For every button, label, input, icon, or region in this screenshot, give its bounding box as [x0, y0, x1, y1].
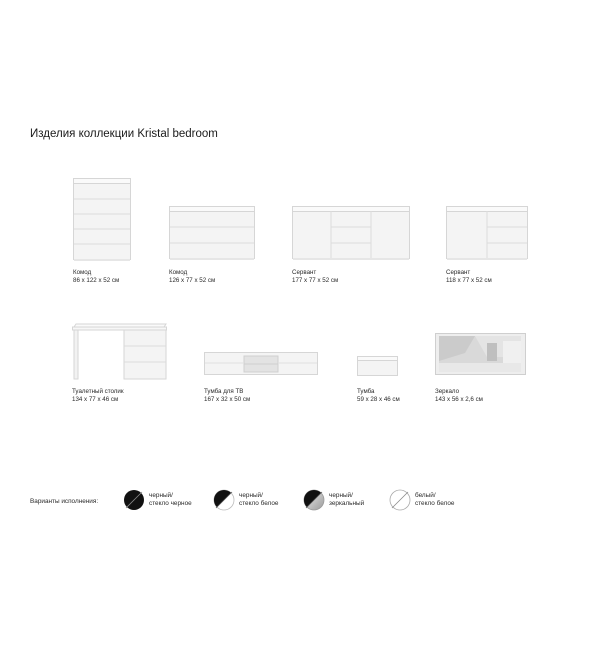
product-dims: 134 x 77 x 46 см: [72, 396, 119, 404]
product-caption: [292, 269, 338, 286]
product-name: Тумба: [357, 388, 375, 395]
black-black-swatch-icon: [123, 489, 145, 511]
product-name: Комод: [73, 269, 92, 276]
product-caption: [435, 388, 483, 405]
product-name: Сервант: [446, 269, 471, 276]
product-dims: 177 x 77 x 52 см: [292, 277, 339, 285]
black-white-swatch-icon: [213, 489, 235, 511]
black-mirror-swatch-icon: [303, 489, 325, 511]
product-caption: [73, 269, 119, 286]
variant-line2: зеркальный: [329, 500, 365, 508]
white-white-swatch-icon: [389, 489, 411, 511]
product-name: Зеркало: [435, 388, 460, 395]
product-caption: [72, 388, 124, 405]
product-caption: [446, 269, 492, 286]
variant-line2: стекло черное: [149, 500, 192, 508]
chest-tall-image: [73, 178, 131, 263]
variant-line1: белый/: [415, 492, 436, 499]
product-dims: 59 x 28 x 46 см: [357, 396, 400, 404]
sideboard-small-image: [446, 206, 528, 262]
product-caption: [357, 388, 400, 405]
tv-stand-image: [204, 352, 318, 378]
product-dims: 143 x 56 x 2,6 см: [435, 396, 483, 404]
product-dims: 126 x 77 x 52 см: [169, 277, 216, 285]
variant-line1: черный/: [329, 492, 353, 499]
dressing-table-image: [72, 322, 168, 382]
variant-line1: черный/: [149, 492, 173, 499]
page-title: Изделия коллекции Kristal bedroom: [30, 128, 218, 140]
product-dims: 86 x 122 x 52 см: [73, 277, 120, 285]
variant-line2: стекло белое: [239, 500, 279, 508]
product-caption: [169, 269, 215, 286]
variant-line1: черный/: [239, 492, 263, 499]
variants-label: Варианты исполнения:: [30, 498, 99, 505]
product-name: Комод: [169, 269, 188, 276]
product-dims: 118 x 77 x 52 см: [446, 277, 492, 285]
mirror-image: [435, 333, 527, 377]
product-name: Туалетный столик: [72, 388, 124, 395]
product-dims: 167 x 32 x 50 см: [204, 396, 251, 404]
nightstand-image: [357, 356, 399, 378]
variant-line2: стекло белое: [415, 500, 455, 508]
chest-low-image: [169, 206, 255, 262]
product-caption: [204, 388, 250, 405]
product-name: Тумба для ТВ: [204, 388, 244, 395]
product-name: Сервант: [292, 269, 317, 276]
sideboard-large-image: [292, 206, 410, 262]
